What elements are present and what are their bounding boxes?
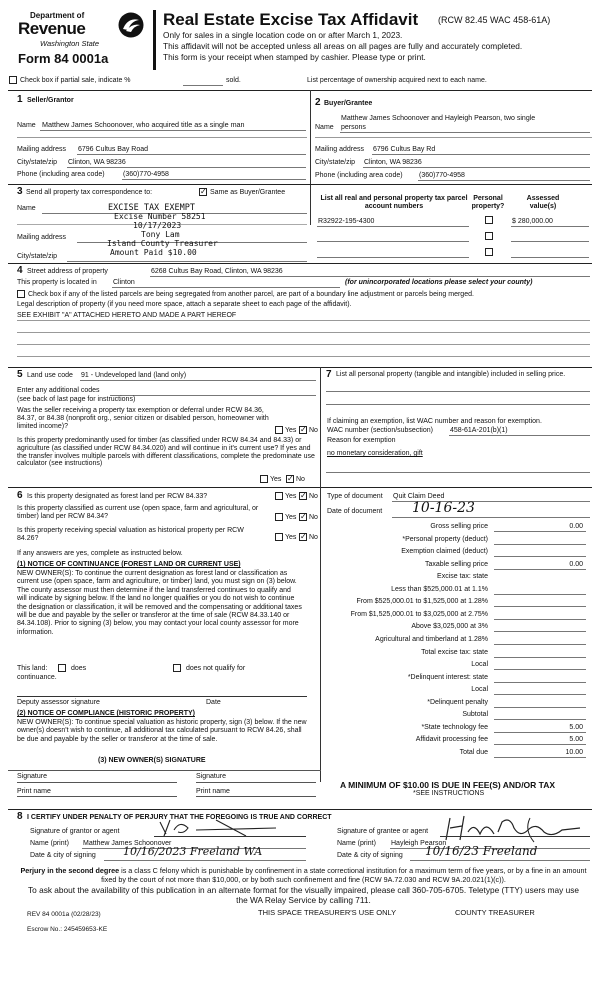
county-treasurer-label: COUNTY TREASURER	[455, 908, 535, 917]
buyer-heading: Buyer/Grantee	[324, 100, 373, 107]
buyer-mail-value[interactable]: 6796 Cultus Bay Rd	[373, 146, 436, 153]
additional-codes-label: Enter any additional codes	[17, 387, 100, 394]
calc-label: Affidavit processing fee	[415, 736, 488, 744]
q-currentuse-no-checkbox[interactable]: ✓	[300, 512, 307, 521]
seller-mail-value[interactable]: 6796 Cultus Bay Road	[78, 146, 149, 153]
subtitle-1: Only for sales in a single location code on or after March 1, 2023.	[163, 30, 403, 40]
buyer-mail-label: Mailing address	[315, 146, 365, 153]
deputy-date-label: Date	[206, 699, 221, 706]
parcel-table-head-2: Personal property?	[471, 195, 505, 210]
q-forest-yes-label: Yes	[285, 493, 297, 500]
seller-phone-label: Phone (including area code)	[17, 171, 105, 178]
owner-signature-label-1: Signature	[17, 773, 47, 780]
grantee-date-label: Date & city of signing	[337, 852, 403, 859]
calc-label: Exemption claimed (deduct)	[401, 548, 488, 556]
notice-compliance-heading: (2) NOTICE OF COMPLIANCE (HISTORIC PROPERTY)	[17, 710, 195, 717]
tax-name-label: Name	[17, 205, 36, 212]
land-doesnt-checkbox[interactable]	[173, 664, 181, 672]
grantor-date-label: Date & city of signing	[30, 852, 96, 859]
revision-label: REV 84 0001a (02/28/23)	[27, 911, 101, 918]
calc-value[interactable]: 10.00	[565, 748, 583, 756]
section7-num: 7	[326, 369, 332, 380]
calc-label: Excise tax: state	[437, 573, 488, 581]
certify-statement: I CERTIFY UNDER PENALTY OF PERJURY THAT THE FOREGOING IS TRUE AND CORRECT	[27, 814, 332, 821]
seller-mail-label: Mailing address	[17, 146, 67, 153]
section3-num: 3	[17, 186, 23, 197]
buyer-city-value[interactable]: Clinton, WA 98236	[364, 159, 422, 166]
see-instructions-note: *SEE INSTRUCTIONS	[413, 790, 485, 797]
calc-label: From $1,525,000.01 to $3,025,000 at 2.75%	[350, 610, 488, 618]
grantee-date-value[interactable]: 10/16/23 Freeland	[425, 844, 538, 858]
location-note: (for unincorporated locations please select your county)	[345, 279, 533, 286]
legal-desc-label: Legal description of property (if you need more space, attach a separate sheet to each page of the affidavit).	[17, 301, 352, 308]
additional-codes-note: (see back of last page for instructions)	[17, 396, 136, 403]
personal-property-list-label: List all personal property (tangible and intangible) included in selling price.	[336, 371, 566, 378]
q-historic-yes-label: Yes	[285, 534, 297, 541]
calc-value[interactable]: 5.00	[569, 723, 583, 731]
exemption-intro: If claiming an exemption, list WAC number and reason for exemption.	[327, 418, 542, 425]
location-label: This property is located in	[17, 279, 97, 286]
q-timber-yes-label: Yes	[270, 476, 282, 483]
q-exemption-no-label: No	[309, 427, 318, 434]
buyer-phone-label: Phone (including area code)	[315, 172, 403, 179]
calc-label: Local	[471, 686, 488, 694]
forest-land-question: Is this property designated as forest land per RCW 84.33?	[27, 493, 208, 500]
segregated-label: Check box if any of the listed parcels are being segregated from another parcel, are part of a boundary line adjustment or parcels being merged.	[28, 291, 474, 298]
exemption-deferral-question: Was the seller receiving a property tax exemption or deferral under RCW 84.36, 84.37, or 84.38 (nonprofit org., senior citizen or disabled person, homeowner with limited income)?	[17, 407, 269, 430]
segregated-checkbox[interactable]	[17, 290, 25, 298]
location-value[interactable]: Clinton	[113, 279, 135, 286]
treasurer-use-label: THIS SPACE TREASURER'S USE ONLY	[258, 908, 397, 917]
personal-property-checkbox-1[interactable]	[485, 216, 493, 224]
notice-continuance-heading: (1) NOTICE OF CONTINUANCE (FOREST LAND OR CURRENT USE)	[17, 561, 241, 568]
stamp-line-3: 10/17/2023	[133, 221, 182, 230]
grantee-name-value[interactable]: Hayleigh Pearson	[391, 840, 447, 847]
land-doesnt-label: does not qualify for	[186, 665, 246, 672]
q-currentuse-yes-checkbox[interactable]	[275, 513, 283, 521]
subtitle-2: This affidavit will not be accepted unless all areas on all pages are fully and accurately completed.	[163, 41, 523, 51]
form-rcw: (RCW 82.45 WAC 458-61A)	[438, 15, 551, 25]
tax-city-label: City/state/zip	[17, 253, 58, 260]
alt-format-notice: To ask about the availability of this publication in an alternate format for the visually impaired, please call 360-705-6705. Teletype (TTY) users may use the WA Relay Service by calling 711.	[28, 885, 579, 906]
grantor-name-label: Name (print)	[30, 840, 69, 847]
partial-sale-sold: sold.	[226, 77, 241, 84]
revenue-wordmark: Revenue	[18, 19, 86, 38]
deputy-assessor-sig-label: Deputy assessor signature	[17, 699, 100, 706]
seller-name-label: Name	[17, 122, 36, 129]
seller-num: 1	[17, 94, 23, 105]
dept-state: Washington State	[40, 39, 100, 48]
seller-city-label: City/state/zip	[17, 159, 58, 166]
calc-label: From $525,000.01 to $1,525,000 at 1.28%	[356, 598, 488, 606]
reason-label: Reason for exemption	[327, 437, 396, 444]
buyer-name-label: Name	[315, 124, 334, 131]
parcel-table-head-3: Assessed value(s)	[526, 195, 560, 210]
continuance-label: continuance.	[17, 674, 57, 681]
owner-print-label-2: Print name	[196, 788, 230, 795]
historic-question: Is this property receiving special valuation as historical property per RCW 84.26?	[17, 527, 244, 542]
partial-sale-checkbox[interactable]	[9, 76, 17, 84]
form-number: Form 84 0001a	[18, 51, 109, 66]
grantor-name-value[interactable]: Matthew James Schoonover	[83, 840, 172, 847]
calc-label: Above $3,025,000 at 3%	[411, 623, 488, 631]
q-currentuse-no-label: No	[309, 514, 318, 521]
perjury-statement: Perjury in the second degree is a class C felony which is punishable by confinement in a state correctional institution for a maximum term of five years, or by a fine in an amount fixed by the court of not more than $10,000, or by both such confinement and fine (RCW 9A.72.030 and RCW 9A.20.021(1)(c)).	[20, 866, 587, 884]
seller-phone-value[interactable]: (360)770-4958	[123, 171, 169, 178]
notice-compliance-text: NEW OWNER(S): To continue special valuation as historic property, sign (3) below. If the new owner(s) doesn't wish to continue, all additional tax calculated pursuant to RCW 84.26, shall be due and payable by the seller or transferor at the time of sale.	[17, 719, 307, 743]
q-historic-yes-checkbox[interactable]	[275, 533, 283, 541]
stamp-line-1: EXCISE TAX EXEMPT	[108, 203, 195, 213]
q-currentuse-yes-label: Yes	[285, 514, 297, 521]
new-owner-sig-heading: (3) NEW OWNER(S) SIGNATURE	[98, 757, 206, 764]
calc-label: Local	[471, 661, 488, 669]
q-exemption-no-checkbox[interactable]: ✓	[300, 425, 307, 434]
street-address-label: Street address of property	[27, 268, 108, 275]
q-historic-no-label: No	[309, 534, 318, 541]
section5-num: 5	[17, 369, 23, 380]
personal-property-checkbox-3[interactable]	[485, 248, 493, 256]
calc-label: Taxable selling price	[424, 560, 488, 568]
exhibit-a-text[interactable]: SEE EXHIBIT "A" ATTACHED HERETO AND MADE A PART HEREOF	[17, 312, 237, 319]
stamp-line-6: Amount Paid $10.00	[110, 248, 197, 257]
calc-value[interactable]: 0.00	[569, 560, 583, 568]
wac-label: WAC number (section/subsection)	[327, 427, 433, 434]
doc-date-value[interactable]: 10-16-23	[412, 500, 475, 516]
street-address-value[interactable]: 6268 Cultus Bay Road, Clinton, WA 98236	[151, 268, 283, 275]
list-percentage-note: List percentage of ownership acquired next to each name.	[307, 77, 487, 84]
q-forest-no-checkbox[interactable]: ✓	[300, 491, 307, 500]
land-use-label: Land use code	[27, 372, 73, 379]
calc-label: Less than $525,000.01 at 1.1%	[391, 585, 488, 593]
minimum-due-notice: A MINIMUM OF $10.00 IS DUE IN FEE(S) AND/OR TAX	[340, 780, 556, 790]
section6-num: 6	[17, 490, 23, 501]
escrow-number: Escrow No.: 245459653-KE	[27, 926, 108, 933]
buyer-city-label: City/state/zip	[315, 159, 356, 166]
parcel-number[interactable]: R32922-195-4300	[318, 218, 375, 225]
stamp-line-2: Excise Number 58251	[114, 212, 206, 221]
dor-emblem-icon	[116, 11, 146, 39]
calc-label: Agricultural and timberland at 1.28%	[375, 635, 488, 643]
current-use-question: Is this property classified as current use (open space, farm and agricultural, or timber) land per RCW 84.34?	[17, 505, 259, 520]
same-as-buyer-checkbox[interactable]: ✓	[200, 187, 207, 196]
seller-heading: Seller/Grantor	[27, 97, 74, 104]
calc-label: *Delinquent penalty	[427, 698, 488, 706]
seller-city-value[interactable]: Clinton, WA 98236	[68, 159, 126, 166]
stamp-line-4: Tony Lam	[141, 230, 180, 239]
grantor-sig-label: Signature of grantor or agent	[30, 828, 120, 835]
wac-value[interactable]: 458-61A-201(b)(1)	[450, 427, 508, 434]
this-land-label: This land:	[17, 665, 48, 672]
q-historic-no-checkbox[interactable]: ✓	[300, 532, 307, 541]
doc-type-value[interactable]: Quit Claim Deed	[393, 493, 445, 500]
grantee-name-label: Name (print)	[337, 840, 376, 847]
buyer-phone-value[interactable]: (360)770-4958	[419, 172, 465, 179]
q-forest-no-label: No	[309, 493, 318, 500]
tax-mail-label: Mailing address	[17, 234, 67, 241]
land-does-label: does	[71, 665, 87, 672]
grantor-signature[interactable]	[156, 816, 306, 838]
dept-label: Department of	[30, 11, 85, 20]
q-timber-no-checkbox[interactable]: ✓	[287, 474, 294, 483]
land-does-checkbox[interactable]	[58, 664, 66, 672]
calc-label: Gross selling price	[430, 523, 488, 530]
seller-name-value[interactable]: Matthew James Schoonover, who acquired title as a single man	[42, 120, 245, 129]
calc-label: Total due	[459, 748, 488, 756]
calc-label: Subtotal	[462, 711, 488, 719]
buyer-name-value-1[interactable]: Matthew James Schoonover and Hayleigh Pearson, two single	[341, 115, 536, 122]
q-forest-yes-checkbox[interactable]	[275, 492, 283, 500]
same-as-buyer-label: Same as Buyer/Grantee	[210, 189, 286, 196]
grantee-sig-label: Signature of grantee or agent	[337, 828, 429, 835]
subtitle-3: This form is your receipt when stamped by cashier. Please type or print.	[163, 52, 426, 62]
reason-value[interactable]: no monetary consideration, gift	[327, 450, 423, 457]
calc-label: *State technology fee	[421, 723, 488, 731]
calc-label: *Delinquent interest: state	[407, 673, 488, 681]
stamp-line-5: Island County Treasurer	[107, 239, 218, 248]
partial-sale-label: Check box if partial sale, indicate %	[20, 77, 131, 84]
buyer-num: 2	[315, 97, 321, 108]
personal-property-checkbox-2[interactable]	[485, 232, 493, 240]
q-exemption-yes-label: Yes	[285, 427, 297, 434]
calc-value[interactable]: 0.00	[569, 523, 583, 530]
calc-value[interactable]: 5.00	[569, 736, 583, 744]
if-yes-note: If any answers are yes, complete as instructed below.	[17, 550, 183, 557]
tax-correspondence-label: Send all property tax correspondence to:	[26, 189, 153, 196]
owner-signature-label-2: Signature	[196, 773, 226, 780]
form-title: Real Estate Excise Tax Affidavit	[163, 10, 419, 29]
notice-continuance-text: NEW OWNER(S): To continue the current designation as forest land or classification as current use (open space, farm and agriculture, or timber) land, you must sign on (3) below. The county assessor must then determine if the land transferred continues to qualify and will indicate by signing below. If the land no longer qualifies or you do not wish to continue the designation or classification, it will be removed and the compensating or additional taxes will be due and payable by the seller or transferor at the time of sale (RCW 84.33.140 or 84.34.108). Prior to signing (3) below, you may contact your local county assessor for more information.	[17, 570, 302, 636]
q-timber-yes-checkbox[interactable]	[260, 475, 268, 483]
grantee-signature[interactable]	[440, 812, 590, 846]
assessed-value[interactable]: $ 280,000.00	[512, 218, 553, 225]
calc-label: *Personal property (deduct)	[402, 535, 488, 543]
land-use-value[interactable]: 91 - Undeveloped land (land only)	[81, 372, 187, 379]
parcel-table-head-1: List all real and personal property tax parcel account numbers	[320, 195, 468, 210]
q-timber-no-label: No	[296, 476, 305, 483]
section8-num: 8	[17, 811, 23, 822]
buyer-name-value-2[interactable]: persons	[341, 124, 366, 131]
section4-num: 4	[17, 265, 23, 276]
calc-label: Total excise tax: state	[421, 648, 488, 656]
timber-agri-question: Is this property predominantly used for timber (as classified under RCW 84.34 and 84.33) or agriculture (as classified under RCW 84.34.020) and will continue in it's current use? If yes and the transfer involves multiple parcels with different classifications, complete the predominate use calculator (see instructions)	[17, 437, 315, 468]
doc-date-label: Date of document	[327, 508, 383, 515]
owner-print-label-1: Print name	[17, 788, 51, 795]
q-exemption-yes-checkbox[interactable]	[275, 426, 283, 434]
doc-type-label: Type of document	[327, 493, 383, 500]
grantor-date-value[interactable]: 10/16/2023 Freeland WA	[123, 845, 263, 858]
